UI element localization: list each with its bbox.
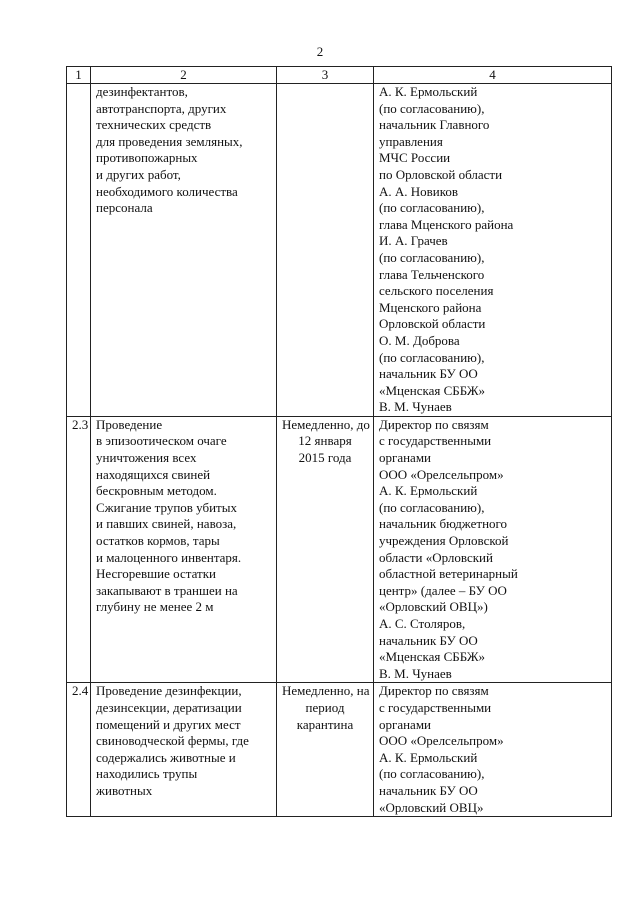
responsible-line: с государственными <box>379 699 492 715</box>
responsible-line: области «Орловский <box>379 549 493 565</box>
action-line: персонала <box>96 200 153 216</box>
responsible-line: областной ветеринарный <box>379 566 518 582</box>
responsible-line: Директор по связям <box>379 416 489 432</box>
responsible-line: «Орловский ОВЦ») <box>379 599 488 615</box>
responsible-line: (по согласованию), <box>379 499 485 515</box>
responsible-line: начальник бюджетного <box>379 516 508 532</box>
deadline-line: карантина <box>296 716 354 732</box>
responsible-line: МЧС России <box>379 150 451 166</box>
responsible-line: А. С. Столяров, <box>379 616 466 631</box>
responsible-line: А. А. Новиков <box>379 183 459 199</box>
measures-table <box>66 66 612 817</box>
responsible-line: органами <box>379 716 432 732</box>
responsible-line: «Мценская СББЖ» <box>379 382 486 398</box>
responsible-line: (по согласованию), <box>379 200 485 216</box>
responsible-line: И. А. Грачев <box>379 233 448 249</box>
action-line: содержались животные и <box>96 749 236 765</box>
deadline-cell <box>277 416 374 683</box>
page-number: 2 <box>316 44 324 59</box>
responsible-line: ООО «Орелсельпром» <box>379 733 504 749</box>
action-line: необходимого количества <box>96 183 238 199</box>
action-cell <box>91 84 277 417</box>
responsible-line: начальник БУ ОО <box>379 782 478 798</box>
deadline-line: 12 января <box>298 433 352 449</box>
responsible-cell <box>374 683 612 817</box>
responsible-line: (по согласованию), <box>379 349 485 365</box>
table-header-row <box>67 67 612 84</box>
action-line: остатков кормов, тары <box>96 533 220 549</box>
action-line: закапывают в траншеи на <box>96 582 238 598</box>
table-row <box>67 683 612 817</box>
action-line: глубину не менее 2 м <box>96 599 214 615</box>
action-line: находящихся свиней <box>96 466 211 482</box>
action-line: дезинфектантов, <box>96 84 188 99</box>
responsible-line: глава Мценского района <box>379 216 514 232</box>
action-cell <box>91 683 277 817</box>
row-number <box>67 84 91 417</box>
action-line: для проведения земляных, <box>96 133 243 149</box>
action-line: автотранспорта, других <box>96 100 227 116</box>
column-number-1: 1 <box>67 67 91 84</box>
deadline-line: период <box>305 699 345 715</box>
responsible-line: начальник Главного <box>379 117 490 133</box>
responsible-line: В. М. Чунаев <box>379 399 452 415</box>
responsible-line: (по согласованию), <box>379 100 485 116</box>
action-line: и малоценного инвентаря. <box>96 549 242 565</box>
responsible-line: органами <box>379 450 432 466</box>
action-line: животных <box>96 782 153 798</box>
responsible-line: Орловской области <box>379 316 486 332</box>
action-line: противопожарных <box>96 150 198 166</box>
row-number: 2.4 <box>67 683 91 817</box>
action-line: Проведение <box>96 416 163 432</box>
responsible-line: управления <box>379 133 443 149</box>
action-line: Сжигание трупов убитых <box>96 499 237 515</box>
responsible-line: (по согласованию), <box>379 249 485 265</box>
column-number-2: 2 <box>91 67 277 84</box>
responsible-line: А. К. Ермольский <box>379 483 478 499</box>
deadline-line: Немедленно, на <box>282 683 370 699</box>
responsible-line: ООО «Орелсельпром» <box>379 466 504 482</box>
table-row <box>67 416 612 683</box>
deadline-cell <box>277 84 374 417</box>
responsible-line: «Мценская СББЖ» <box>379 649 486 665</box>
action-line: свиноводческой фермы, где <box>96 733 249 749</box>
responsible-line: «Орловский ОВЦ» <box>379 799 484 815</box>
responsible-line: (по согласованию), <box>379 766 485 782</box>
responsible-line: по Орловской области <box>379 166 503 182</box>
action-line: находились трупы <box>96 766 198 782</box>
action-line: дезинсекции, дератизации <box>96 699 242 715</box>
action-cell <box>91 416 277 683</box>
responsible-cell <box>374 416 612 683</box>
action-line: и павших свиней, навоза, <box>96 516 237 532</box>
action-line: Проведение дезинфекции, <box>96 683 242 699</box>
deadline-line: Немедленно, до <box>282 416 370 432</box>
row-number: 2.3 <box>67 416 91 683</box>
action-line: и других работ, <box>96 166 181 182</box>
responsible-line: А. К. Ермольский <box>379 749 478 765</box>
responsible-line: Мценского района <box>379 299 482 315</box>
column-number-4: 4 <box>374 67 612 84</box>
responsible-line: О. М. Доброва <box>379 332 460 348</box>
responsible-line: с государственными <box>379 433 492 449</box>
deadline-cell <box>277 683 374 817</box>
action-line: технических средств <box>96 117 212 133</box>
responsible-line: начальник БУ ОО <box>379 632 478 648</box>
responsible-cell <box>374 84 612 417</box>
table-row <box>67 84 612 417</box>
responsible-line: начальник БУ ОО <box>379 366 478 382</box>
responsible-line: сельского поселения <box>379 283 494 299</box>
responsible-line: Директор по связям <box>379 683 489 699</box>
action-line: помещений и других мест <box>96 716 241 732</box>
action-line: бескровным методом. <box>96 483 217 499</box>
responsible-line: глава Тельченского <box>379 266 485 282</box>
action-line: Несгоревшие остатки <box>96 566 216 582</box>
action-line: в эпизоотическом очаге <box>96 433 227 449</box>
action-line: уничтожения всех <box>96 450 197 466</box>
deadline-line: 2015 года <box>298 450 352 466</box>
responsible-line: В. М. Чунаев <box>379 665 452 681</box>
responsible-line: центр» (далее – БУ ОО <box>379 582 507 598</box>
responsible-line: учреждения Орловской <box>379 533 509 549</box>
responsible-line: А. К. Ермольский <box>379 84 478 99</box>
column-number-3: 3 <box>277 67 374 84</box>
